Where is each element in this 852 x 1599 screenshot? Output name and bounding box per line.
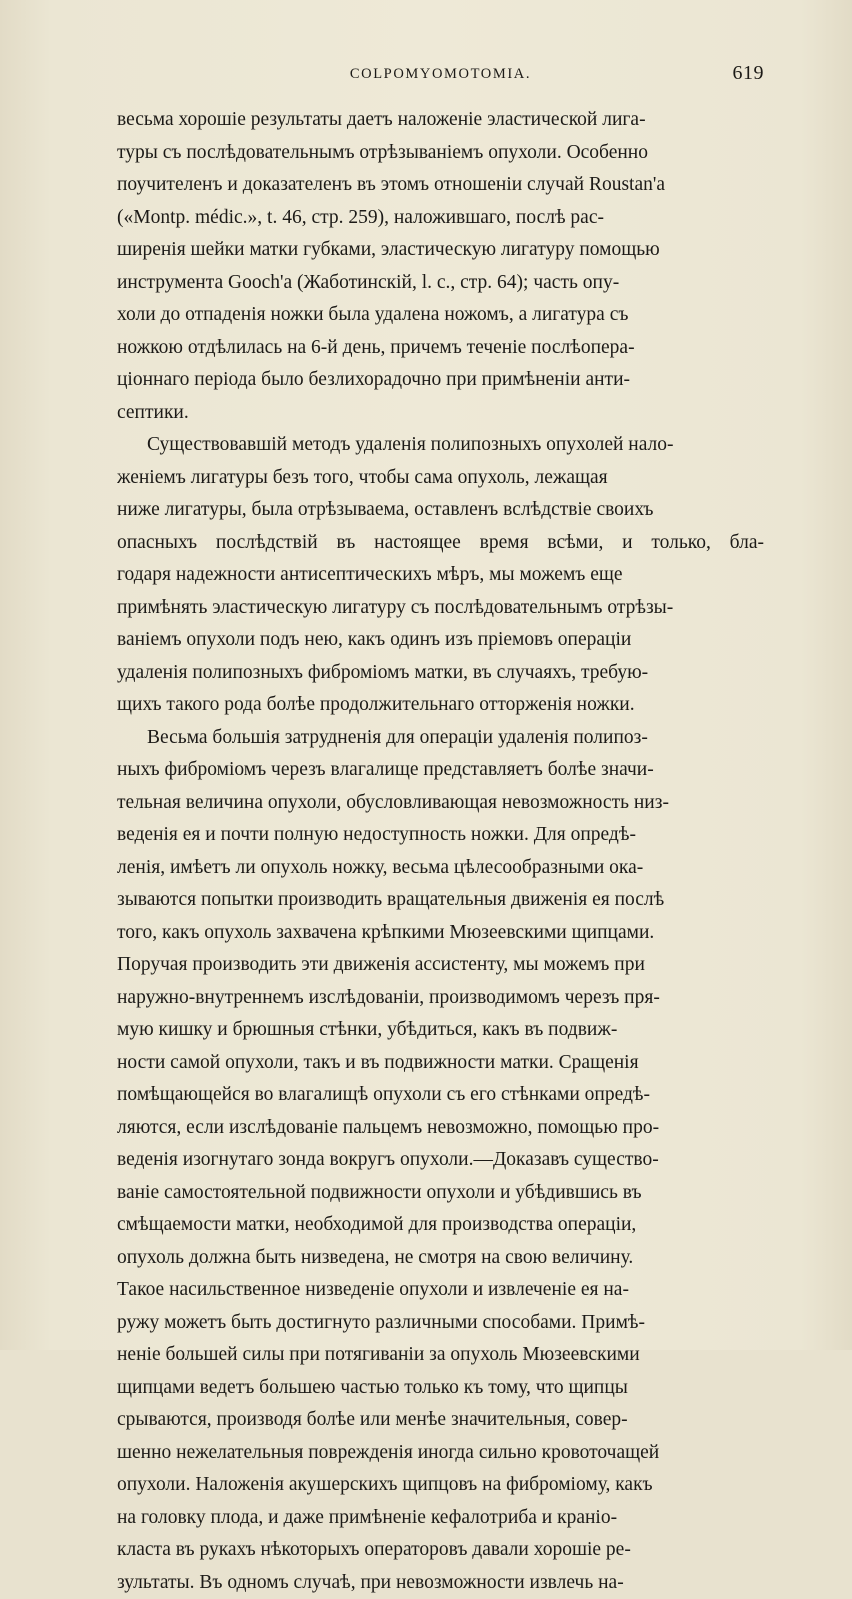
text-line: Такое насильственное низведеніе опухоли и извлеченіе ея на- [117,1274,764,1307]
running-head [117,62,764,92]
text-line: Весьма большія затрудненія для операціи удаленія полипоз- [117,722,764,755]
text-line: поучителенъ и доказателенъ въ этомъ отношеніи случай Roustan'а [117,169,764,202]
text-line: Поручая производить эти движенія ассистенту, мы можемъ при [117,949,764,982]
text-line: ружу можетъ быть достигнуто различными способами. Примѣ- [117,1307,764,1340]
text-line: смѣщаемости матки, необходимой для производства операціи, [117,1209,764,1242]
text-line: ножкою отдѣлилась на 6-й день, причемъ теченіе послѣопера- [117,332,764,365]
text-line: холи до отпаденія ножки была удалена ножомъ, а лигатура съ [117,299,764,332]
text-line: примѣнять эластическую лигатуру съ послѣдовательнымъ отрѣзы- [117,592,764,625]
text-line: туры съ послѣдовательнымъ отрѣзываніемъ опухоли. Особенно [117,137,764,170]
text-line: наружно-внутреннемъ изслѣдованіи, производимомъ черезъ пря- [117,982,764,1015]
text-line: класта въ рукахъ нѣкоторыхъ операторовъ давали хорошіе ре- [117,1534,764,1567]
text-line: опухоль должна быть низведена, не смотря на свою величину. [117,1242,764,1275]
body-text [117,104,764,1599]
page-number: 619 [733,62,765,85]
text-line: срываются, производя болѣе или менѣе значительныя, совер- [117,1404,764,1437]
text-line: неніе большей силы при потягиваніи за опухоль Мюзеевскими [117,1339,764,1372]
text-line: годаря надежности антисептическихъ мѣръ, мы можемъ еще [117,559,764,592]
text-line: весьма хорошіе результаты даетъ наложеніе эластической лига- [117,104,764,137]
text-line: того, какъ опухоль захвачена крѣпкими Мюзеевскими щипцами. [117,917,764,950]
running-title: COLPOMYOMOTOMIA. [117,66,764,83]
text-line: инструмента Gooch'а (Жаботинскій, l. с., стр. 64); часть опу- [117,267,764,300]
text-line: веденія изогнутаго зонда вокругъ опухоли.—Доказавъ существо- [117,1144,764,1177]
text-line: ности самой опухоли, такъ и въ подвижности матки. Сращенія [117,1047,764,1080]
text-line: щихъ такого рода болѣе продолжительнаго отторженія ножки. [117,689,764,722]
text-line: на головку плода, и даже примѣненіе кефалотриба и краніо- [117,1502,764,1535]
text-line: мую кишку и брюшныя стѣнки, убѣдиться, какъ въ подвиж- [117,1014,764,1047]
text-line: тельная величина опухоли, обусловливающая невозможность низ- [117,787,764,820]
text-line: удаленія полипозныхъ фиброміомъ матки, въ случаяхъ, требую- [117,657,764,690]
text-line: ваніемъ опухоли подъ нею, какъ одинъ изъ пріемовъ операціи [117,624,764,657]
text-line: септики. [117,397,764,430]
text-line: опухоли. Наложенія акушерскихъ щипцовъ на фиброміому, какъ [117,1469,764,1502]
text-line: опасныхъ послѣдствій въ настоящее время всѣми, и только, бла- [117,527,764,560]
text-line: ширенія шейки матки губками, эластическую лигатуру помощью [117,234,764,267]
text-line: ціоннаго періода было безлихорадочно при примѣненіи анти- [117,364,764,397]
text-line: зываются попытки производить вращательныя движенія ея послѣ [117,884,764,917]
text-line: Существовавшій методъ удаленія полипозныхъ опухолей нало- [117,429,764,462]
text-line: щипцами ведетъ большею частью только къ тому, что щипцы [117,1372,764,1405]
text-line: шенно нежелательныя поврежденія иногда сильно кровоточащей [117,1437,764,1470]
text-line: помѣщающейся во влагалищѣ опухоли съ его стѣнками опредѣ- [117,1079,764,1112]
text-line: ваніе самостоятельной подвижности опухоли и убѣдившись въ [117,1177,764,1210]
text-line: ныхъ фиброміомъ черезъ влагалище представляетъ болѣе значи- [117,754,764,787]
text-line: ленія, имѣетъ ли опухоль ножку, весьма цѣлесообразными ока- [117,852,764,885]
text-line: ниже лигатуры, была отрѣзываема, оставленъ вслѣдствіе своихъ [117,494,764,527]
text-line: веденія ея и почти полную недоступность ножки. Для опредѣ- [117,819,764,852]
text-line: ляются, если изслѣдованіе пальцемъ невозможно, помощью про- [117,1112,764,1145]
text-line: зультаты. Въ одномъ случаѣ, при невозможности извлечь на- [117,1567,764,1599]
text-line: («Montp. médic.», t. 46, стр. 259), наложившаго, послѣ рас- [117,202,764,235]
text-line: женіемъ лигатуры безъ того, чтобы сама опухоль, лежащая [117,462,764,495]
